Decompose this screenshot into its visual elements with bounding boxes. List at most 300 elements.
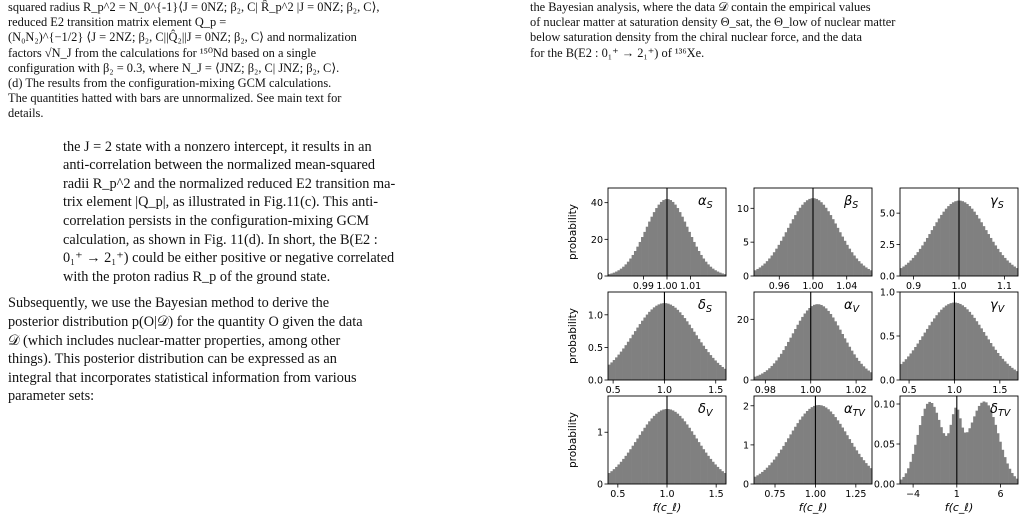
x-tick-label: 1.5	[992, 385, 1008, 396]
histogram-bar	[665, 303, 668, 380]
histogram-bar	[646, 424, 649, 484]
histogram-panel	[880, 188, 1018, 292]
x-tick-label: 0.5	[901, 385, 917, 396]
histogram-bar	[834, 223, 837, 276]
histogram-bar	[820, 405, 823, 484]
histogram-bar	[712, 358, 715, 380]
histogram-bar	[615, 467, 618, 484]
histogram-bar	[778, 357, 781, 380]
histogram-bar	[834, 321, 837, 380]
histogram-bar	[863, 460, 866, 484]
histogram-bar	[801, 317, 804, 380]
y-tick-label: 1.0	[587, 310, 603, 322]
histogram-bar	[676, 208, 679, 276]
histogram-bar	[940, 215, 943, 276]
histogram-bar	[940, 427, 943, 484]
histogram-bar	[837, 325, 840, 380]
histogram-bar	[832, 414, 835, 484]
histogram-bar	[839, 424, 842, 484]
y-tick-label: 0.5	[587, 342, 603, 354]
histogram-bar	[768, 258, 771, 276]
histogram-bar	[820, 202, 823, 276]
histogram-bar	[950, 425, 953, 484]
histogram-bar	[674, 308, 677, 380]
histogram-bar	[1011, 368, 1014, 380]
histogram-bar	[782, 237, 785, 276]
caption-line: factors √N_J from the calculations for ¹⁵⁰Nd based on a single	[8, 45, 317, 60]
histogram-bar	[830, 314, 833, 380]
x-tick-label: 1.0	[656, 385, 672, 396]
histogram-bar	[789, 223, 792, 276]
x-tick-label: 0.99	[632, 281, 654, 292]
parameter-label: $\delta_S$	[698, 298, 712, 315]
y-tick-label: 1.0	[879, 287, 895, 299]
histogram-bar	[768, 465, 771, 484]
histogram-bar	[643, 428, 646, 484]
x-tick-label: 1.0	[659, 489, 675, 500]
histogram-bar	[1006, 463, 1009, 484]
histogram-bar	[789, 434, 792, 484]
histogram-bar	[719, 273, 722, 276]
y-tick-label: 0	[742, 271, 749, 283]
histogram-bar	[863, 366, 866, 380]
histogram-bar	[676, 310, 679, 380]
histogram-bar	[928, 234, 931, 276]
x-tick-label: 0.75	[764, 489, 786, 500]
histogram-bar	[990, 238, 993, 276]
x-tick-label: 1.0	[951, 281, 967, 292]
histogram-bar	[688, 232, 691, 276]
histogram-bar	[707, 264, 710, 276]
y-tick-label: 0.5	[879, 331, 895, 343]
histogram-bar	[679, 416, 682, 484]
histogram-bar	[629, 259, 632, 276]
caption-line: reduced E2 transition matrix element Q_p =	[8, 15, 227, 30]
histogram-bar	[909, 260, 912, 276]
histogram-bar	[695, 335, 698, 380]
histogram-bar	[660, 304, 663, 380]
caption-line: squared radius R_p^2 = N_0^{-1}⟨J = 0NZ; β₂, C| R̂_p^2 |J = 0NZ; β₂, C⟩,	[8, 0, 380, 14]
histogram-bar	[698, 251, 701, 276]
histogram-bar	[613, 469, 616, 484]
histogram-bar	[917, 344, 920, 380]
histogram-bar	[924, 409, 927, 484]
histogram-bar	[653, 212, 656, 276]
histogram-bar	[992, 417, 995, 484]
x-tick-label: −4	[906, 489, 921, 500]
histogram-bar	[709, 267, 712, 276]
histogram-bar	[914, 255, 917, 276]
histogram-bar	[834, 417, 837, 484]
histogram-bar	[613, 273, 616, 276]
y-tick-label: 2	[742, 401, 749, 413]
histogram-bar	[935, 315, 938, 380]
y-tick-label: 0.10	[873, 399, 895, 411]
histogram-bar	[646, 315, 649, 380]
parameter-label: $\delta_V$	[698, 402, 713, 419]
histogram-bar	[796, 325, 799, 380]
histogram-bar	[756, 269, 759, 276]
y-tick-label: 1	[742, 440, 749, 452]
histogram-bar	[650, 418, 653, 484]
histogram-bar	[792, 219, 795, 276]
histogram-bar	[794, 329, 797, 380]
histogram-bar	[926, 238, 929, 276]
histogram-bar	[653, 307, 656, 380]
histogram-bar	[702, 449, 705, 484]
histogram-bar	[808, 409, 811, 484]
histogram-bar	[629, 338, 632, 380]
parameter-label: $\beta_S$	[844, 194, 859, 211]
histogram-bar	[907, 356, 910, 380]
histogram-bar	[766, 261, 769, 276]
histogram-bar	[945, 209, 948, 276]
histogram-bar	[917, 435, 920, 484]
parameter-label: $\gamma_V$	[990, 298, 1005, 315]
parameter-label: $\gamma_S$	[990, 194, 1004, 211]
x-axis-label: f(c_ℓ)	[652, 501, 682, 514]
histogram-bar	[827, 211, 830, 276]
y-tick-label: 20	[590, 234, 603, 246]
histogram-bar	[968, 428, 971, 484]
histogram-bar	[804, 202, 807, 276]
histogram-bar	[721, 471, 724, 484]
y-tick-label: 0.00	[873, 479, 895, 491]
histogram-bar	[947, 206, 950, 276]
histogram-bar	[799, 208, 802, 276]
histogram-bar	[780, 354, 783, 380]
histogram-bar	[672, 306, 675, 380]
histogram-bar	[766, 370, 769, 380]
histogram-bar	[905, 359, 908, 380]
histogram-bar	[698, 442, 701, 484]
histogram-bar	[997, 249, 1000, 276]
histogram-bar	[822, 306, 825, 380]
histogram-bar	[917, 252, 920, 276]
histogram-bar	[712, 462, 715, 484]
histogram-bar	[952, 202, 955, 276]
histogram-bar	[839, 232, 842, 276]
y-tick-label: 0.05	[873, 439, 895, 451]
histogram-bar	[959, 304, 962, 380]
histogram-bar	[978, 325, 981, 380]
histogram-bar	[983, 401, 986, 484]
histogram-bar	[966, 432, 969, 484]
body-line: 0₁⁺ → 2₁⁺) could be either positive or negative correlated	[63, 250, 395, 267]
parameter-label: $\delta_{TV}$	[990, 402, 1011, 419]
histogram-bar	[964, 202, 967, 276]
histogram-bar	[931, 403, 934, 484]
histogram-bar	[992, 346, 995, 380]
histogram-bar	[695, 438, 698, 484]
body-line: the J = 2 state with a nonzero intercept, it results in an	[63, 138, 372, 155]
histogram-bar	[658, 304, 661, 380]
histogram-bar	[792, 431, 795, 484]
histogram-bar	[648, 312, 651, 380]
histogram-bar	[837, 420, 840, 484]
histogram-bar	[959, 418, 962, 484]
histogram-bar	[942, 433, 945, 484]
x-tick-label: 1.00	[800, 385, 822, 396]
histogram-bar	[825, 208, 828, 276]
histogram-bar	[964, 307, 967, 380]
histogram-bar	[698, 339, 701, 380]
body-line: Subsequently, we use the Bayesian method to derive the	[8, 295, 330, 312]
y-axis-label: probability	[567, 411, 579, 469]
y-tick-label: 0.0	[879, 271, 895, 283]
histogram-bar	[804, 414, 807, 484]
histogram-bar	[926, 329, 929, 380]
histogram-bar	[832, 317, 835, 380]
histogram-bar	[625, 345, 628, 380]
histogram-bar	[632, 446, 635, 484]
histogram-bar	[848, 439, 851, 484]
histogram-bar	[643, 318, 646, 380]
caption-line: the Bayesian analysis, where the data 𝒟 contain the empirical values	[530, 0, 871, 14]
caption-line: for the B(E2 : 0₁⁺ → 2₁⁺) of ¹³⁶Xe.	[530, 45, 705, 60]
histogram-panel	[737, 292, 872, 396]
histogram-bar	[646, 227, 649, 276]
body-line: integral that incorporates statistical information from various	[8, 369, 357, 386]
body-line: radii R_p^2 and the normalized reduced E2 transition ma-	[63, 175, 396, 192]
histogram-bar	[860, 364, 863, 380]
parameter-label: $\alpha_S$	[698, 194, 713, 211]
histogram-bar	[648, 222, 651, 276]
histogram-bar	[853, 255, 856, 276]
histogram-bar	[717, 363, 720, 380]
histogram-bar	[867, 371, 870, 380]
histogram-bar	[947, 433, 950, 484]
histogram-bar	[999, 442, 1002, 484]
histogram-bar	[627, 262, 630, 276]
histogram-bar	[973, 212, 976, 276]
histogram-bar	[617, 270, 620, 276]
x-tick-label: 1.00	[804, 489, 827, 500]
histogram-bar	[693, 435, 696, 484]
histogram-bar	[622, 267, 625, 276]
histogram-panel	[880, 288, 1018, 397]
x-tick-label: 0.96	[768, 281, 790, 292]
figure-11-caption	[8, 0, 508, 122]
histogram-bar	[617, 355, 620, 380]
histogram-bar	[844, 431, 847, 484]
histogram-bar	[691, 237, 694, 276]
histogram-bar	[851, 351, 854, 380]
histogram-bar	[650, 309, 653, 380]
histogram-bar	[1004, 457, 1007, 484]
histogram-bar	[756, 376, 759, 380]
histogram-bar	[912, 350, 915, 380]
histogram-bar	[1013, 476, 1016, 484]
histogram-bar	[919, 425, 922, 484]
histogram-bar	[775, 456, 778, 484]
histogram-bar	[841, 428, 844, 484]
x-tick-label: 0.5	[605, 385, 621, 396]
histogram-bar	[801, 205, 804, 276]
histogram-bar	[688, 325, 691, 380]
histogram-bar	[846, 245, 849, 276]
histogram-bar	[983, 226, 986, 276]
histogram-bar	[655, 306, 658, 380]
histogram-bar	[691, 328, 694, 380]
x-axis-label: f(c_ℓ)	[798, 501, 828, 514]
histogram-bar	[1011, 473, 1014, 484]
histogram-bar	[714, 464, 717, 484]
y-axis-label: probability	[567, 307, 579, 365]
histogram-bar	[909, 353, 912, 380]
histogram-bar	[1013, 370, 1016, 380]
histogram-bar	[827, 311, 830, 380]
y-tick-label: 10	[736, 203, 749, 215]
histogram-bar	[759, 267, 762, 276]
caption-line: (d) The results from the configuration-mixing GCM calculations.	[8, 76, 332, 91]
histogram-bar	[980, 403, 983, 484]
histogram-bar	[655, 414, 658, 484]
histogram-bar	[785, 346, 788, 380]
histogram-bar	[785, 442, 788, 484]
caption-line: The quantities hatted with bars are unnormalized. See main text for	[8, 91, 342, 106]
histogram-bar	[763, 264, 766, 276]
histogram-bar	[926, 404, 929, 484]
histogram-bar	[669, 409, 672, 484]
histogram-bar	[846, 343, 849, 380]
histogram-bar	[940, 310, 943, 380]
x-tick-label: 1.04	[836, 281, 858, 292]
histogram-bar	[858, 361, 861, 380]
histogram-bar	[684, 222, 687, 276]
histogram-bar	[684, 318, 687, 380]
histogram-bar	[1004, 258, 1007, 276]
histogram-bar	[855, 450, 858, 484]
x-tick-label: 1.00	[656, 281, 678, 292]
histogram-bar	[919, 249, 922, 276]
histogram-bar	[806, 200, 809, 276]
histogram-bar	[775, 360, 778, 380]
histogram-bar	[815, 304, 818, 380]
histogram-bar	[938, 420, 941, 484]
histogram-bar	[935, 222, 938, 276]
histogram-bar	[1009, 366, 1012, 380]
histogram-bar	[707, 352, 710, 380]
histogram-bar	[625, 264, 628, 276]
histogram-bar	[921, 245, 924, 276]
histogram-bar	[1006, 364, 1009, 380]
parameter-label: $\alpha_{TV}$	[844, 402, 865, 419]
histogram-bar	[919, 340, 922, 380]
histogram-bar	[811, 407, 814, 484]
histogram-bar	[796, 423, 799, 484]
histogram-bar	[971, 209, 974, 276]
histogram-bar	[787, 438, 790, 484]
histogram-bar	[1006, 260, 1009, 276]
histogram-bar	[999, 252, 1002, 276]
histogram-bar	[775, 249, 778, 276]
histogram-bar	[686, 424, 689, 484]
histogram-bar	[980, 222, 983, 276]
histogram-bar	[966, 309, 969, 380]
histogram-bar	[766, 468, 769, 484]
histogram-bar	[858, 261, 861, 276]
body-line: with the proton radius R_p of the ground state.	[63, 268, 331, 285]
histogram-bar	[914, 445, 917, 484]
histogram-bar	[931, 322, 934, 380]
histogram-bar	[957, 303, 960, 380]
y-tick-label: 0	[742, 479, 749, 491]
histogram-bar	[688, 428, 691, 484]
histogram-bar	[684, 421, 687, 484]
caption-line: (N₀N₂)^{−1/2} ⟨J = 2NZ; β₂, C||Q̂₂||J = 0NZ; β₂, C⟩ and normalization	[8, 30, 357, 45]
histogram-bar	[780, 241, 783, 276]
y-tick-label: 2.5	[879, 240, 895, 252]
histogram-bar	[773, 252, 776, 276]
figure-12-caption-top	[530, 0, 1022, 61]
histogram-bar	[837, 228, 840, 276]
histogram-bar	[667, 304, 670, 380]
histogram-bar	[759, 375, 762, 380]
histogram-bar	[997, 353, 1000, 380]
histogram-bar	[763, 372, 766, 380]
histogram-bar	[643, 232, 646, 276]
histogram-bar	[799, 321, 802, 380]
histogram-bar	[905, 473, 908, 484]
histogram-bar	[912, 258, 915, 276]
body-line: anti-correlation between the normalized mean-squared	[63, 157, 376, 174]
histogram-bar	[639, 324, 642, 380]
histogram-bar	[693, 332, 696, 380]
histogram-bar	[985, 230, 988, 276]
caption-line: of nuclear matter at saturation density Θ_sat, the Θ_low of nuclear matter	[530, 15, 896, 30]
histogram-bar	[971, 315, 974, 380]
histogram-bar	[952, 414, 955, 484]
histogram-bar	[825, 308, 828, 380]
histogram-bar	[853, 447, 856, 484]
histogram-bar	[867, 466, 870, 484]
histogram-bar	[933, 226, 936, 276]
histogram-bar	[709, 355, 712, 380]
histogram-bar	[705, 453, 708, 484]
histogram-bar	[761, 472, 764, 484]
histogram-bar	[714, 360, 717, 380]
histogram-bar	[660, 202, 663, 276]
histogram-bar	[865, 267, 868, 276]
right-column	[530, 0, 1022, 61]
histogram-bar	[818, 304, 821, 380]
histogram-bar	[846, 435, 849, 484]
histogram-bar	[679, 312, 682, 380]
histogram-bar	[938, 218, 941, 276]
caption-line: below saturation density from the chiral nuclear force, and the data	[530, 30, 863, 45]
histogram-bar	[902, 477, 905, 484]
histogram-bar	[705, 262, 708, 276]
histogram-bar	[674, 412, 677, 484]
histogram-bar	[702, 346, 705, 380]
histogram-bar	[759, 474, 762, 484]
histogram-bar	[902, 267, 905, 276]
histogram-bar	[629, 449, 632, 484]
histogram-bar	[987, 405, 990, 484]
histogram-bar	[627, 342, 630, 380]
histogram-bar	[627, 453, 630, 484]
histogram-bar	[761, 266, 764, 276]
histogram-bar	[620, 352, 623, 380]
histogram-bar	[679, 212, 682, 276]
histogram-bar	[771, 255, 774, 276]
histogram-bar	[987, 339, 990, 380]
histogram-bar	[827, 409, 830, 484]
histogram-bar	[994, 245, 997, 276]
histogram-bar	[848, 347, 851, 380]
y-tick-label: 5	[742, 237, 749, 249]
